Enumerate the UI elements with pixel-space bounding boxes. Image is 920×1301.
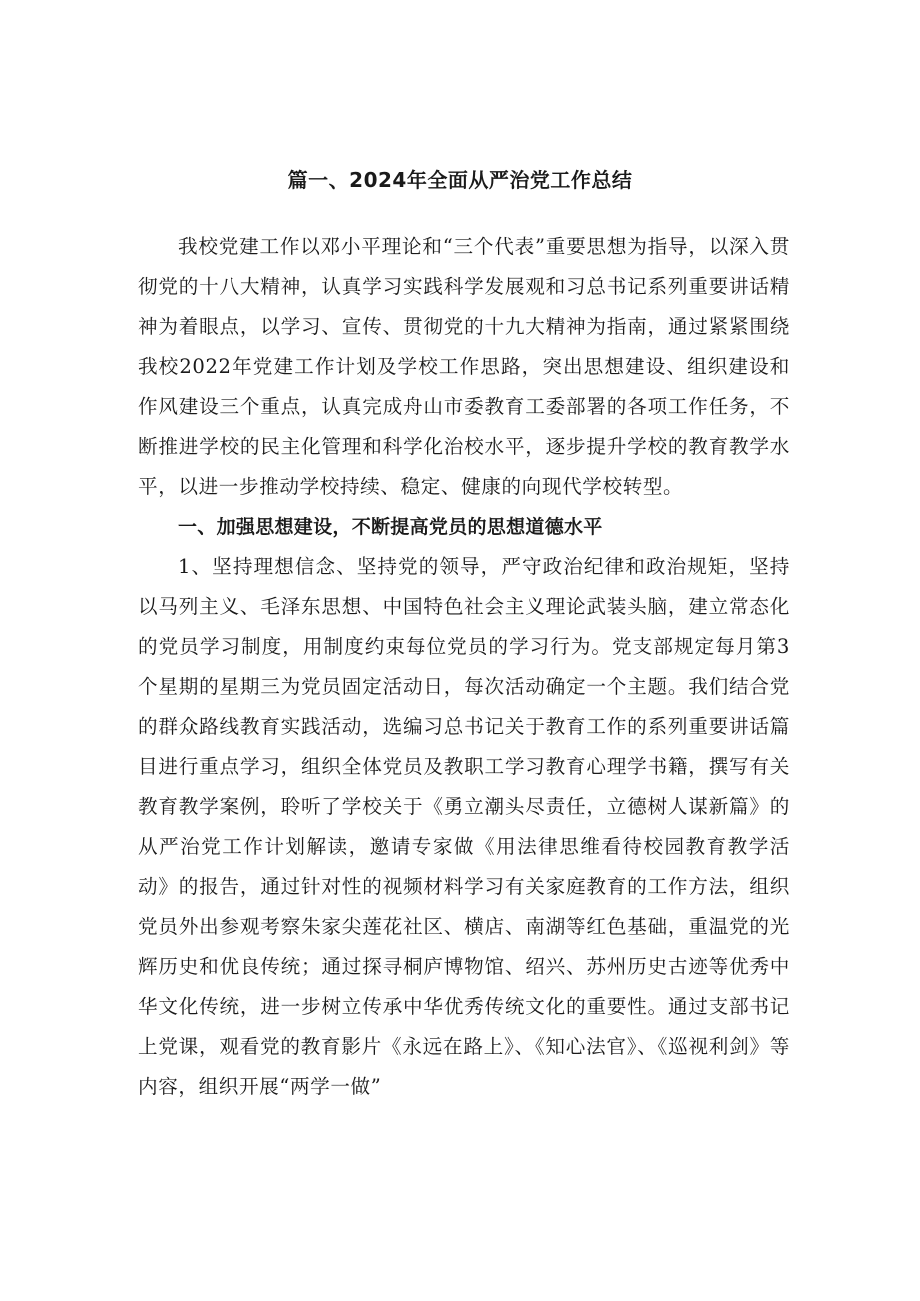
document-title: 篇一、2024年全面从严治党工作总结: [287, 168, 633, 192]
section-paragraph: 1、坚持理想信念、坚持党的领导，严守政治纪律和政治规矩，坚持以马列主义、毛泽东思想、中国特色社会主义理论武装头脑，建立常态化的党员学习制度，用制度约束每位党员的学习行为。党支部规定每月第3个星期的星期三为党员固定活动日，每次活动确定一个主题。我们结合党的群众路线教育实践活动，选编习总书记关于教育工作的系列重要讲话篇目进行重点学习，组织全体党员及教职工学习教育心理学书籍，撰写有关教育教学案例，聆听了学校关于《勇立潮头尽责任，立德树人谋新篇》的从严治党工作计划解读，邀请专家做《用法律思维看待校园教育教学活动》的报告，通过针对性的视频材料学习有关家庭教育的工作方法，组织党员外出参观考察朱家尖莲花社区、横店、南湖等红色基础，重温党的光辉历史和优良传统；通过探寻桐庐博物馆、绍兴、苏州历史古迹等优秀中华文化传统，进一步树立传承中华优秀传统文化的重要性。通过支部书记上党课，观看党的教育影片《永远在路上》、《知心法官》、《巡视利剑》等内容，组织开展“两学一做”: [138, 555, 790, 1098]
document-body: [138, 227, 790, 1107]
intro-paragraph: 我校党建工作以邓小平理论和“三个代表”重要思想为指导，以深入贯彻党的十八大精神，认真学习实践科学发展观和习总书记系列重要讲话精神为着眼点，以学习、宣传、贯彻党的十九大精神为指南，通过紧紧围绕我校2022年党建工作计划及学校工作思路，突出思想建设、组织建设和作风建设三个重点，认真完成舟山市委教育工委部署的各项工作任务，不断推进学校的民主化管理和科学化治校水平，逐步提升学校的教育教学水平，以进一步推动学校持续、稳定、健康的向现代学校转型。: [138, 235, 790, 498]
section-heading: 一、加强思想建设，不断提高党员的思想道德水平: [178, 516, 603, 538]
